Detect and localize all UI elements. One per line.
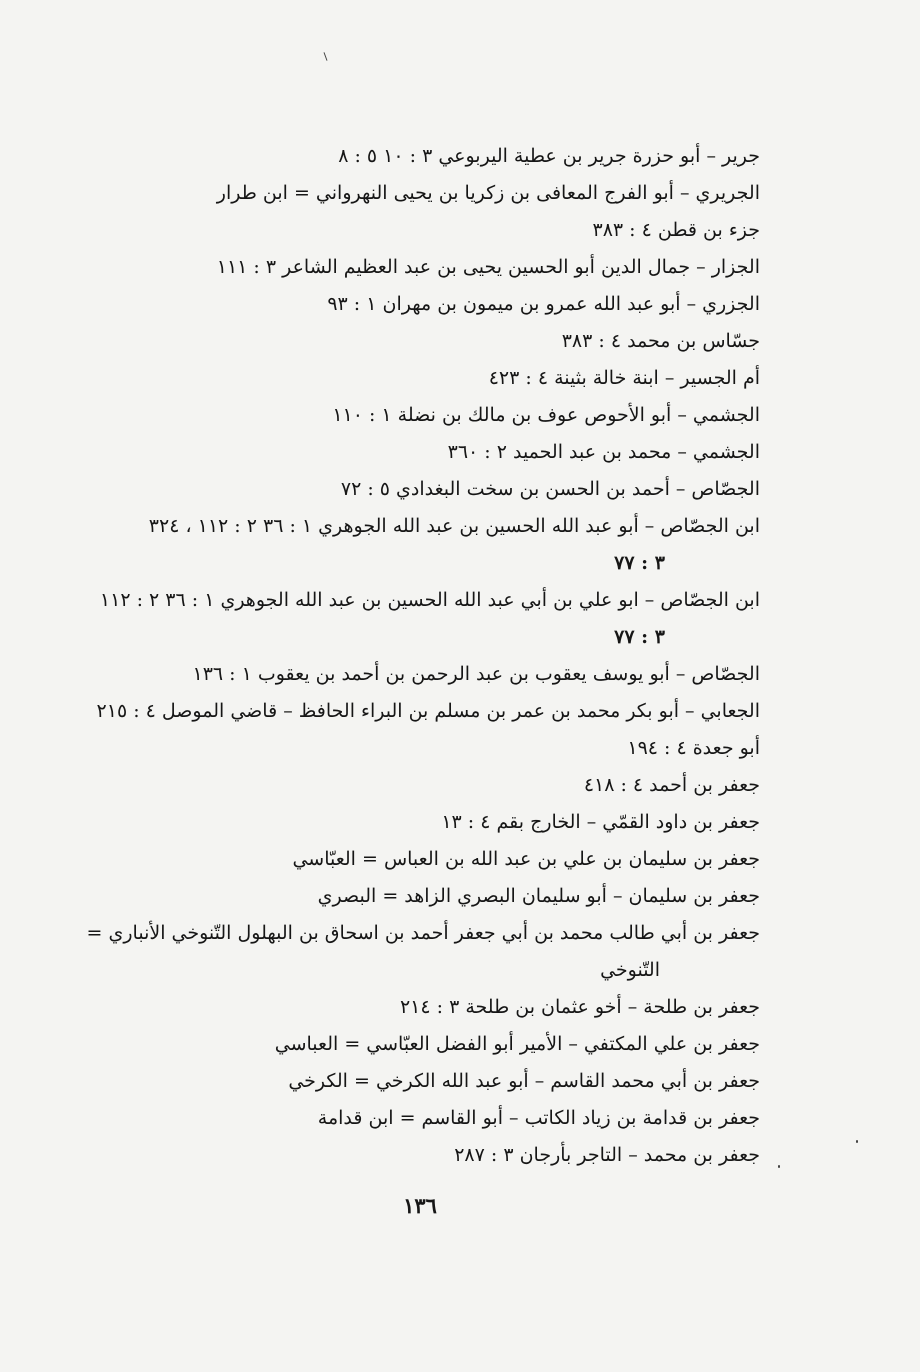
index-entry: الجريري – أبو الفرج المعافى بن زكريا بن يحيى النهرواني = ابن طرار: [216, 182, 760, 204]
index-entry: جعفر بن محمد – التاجر بأرجان ٣ : ٢٨٧: [454, 1144, 760, 1166]
index-entry: الجزار – جمال الدين أبو الحسين يحيى بن عبد العظيم الشاعر ٣ : ١١١: [216, 256, 760, 278]
index-entry: الجزري – أبو عبد الله عمرو بن ميمون بن مهران ١ : ٩٣: [327, 293, 760, 315]
index-entry: جعفر بن داود القمّي – الخارج بقم ٤ : ١٣: [441, 811, 760, 833]
scan-speck: [323, 52, 327, 61]
index-entry: جسّاس بن محمد ٤ : ٣٨٣: [561, 330, 760, 352]
index-entry: الجصّاص – أبو يوسف يعقوب بن عبد الرحمن بن أحمد بن يعقوب ١ : ١٣٦: [192, 663, 760, 685]
index-entry: أم الجسير – ابنة خالة بثينة ٤ : ٤٢٣: [488, 367, 760, 389]
index-entry-continuation: ٣ : ٧٧: [614, 552, 665, 574]
index-entry-continuation: التّنوخي: [600, 959, 660, 981]
index-entry: جعفر بن سليمان بن علي بن عبد الله بن العباس = العبّاسي: [292, 848, 760, 870]
index-entry: جعفر بن علي المكتفي – الأمير أبو الفضل العبّاسي = العباسي: [274, 1033, 760, 1055]
index-entry: ابن الجصّاص – ابو علي بن أبي عبد الله الحسين بن عبد الله الجوهري ١ : ٣٦ ٢ : ١١٢: [99, 589, 760, 611]
index-entry: الجشمي – أبو الأحوص عوف بن مالك بن نضلة ١ : ١١٠: [332, 404, 760, 426]
index-entry: جعفر بن أبي محمد القاسم – أبو عبد الله الكرخي = الكرخي: [288, 1070, 760, 1092]
index-entry: جعفر بن طلحة – أخو عثمان بن طلحة ٣ : ٢١٤: [399, 996, 760, 1018]
scan-speck: [778, 1165, 780, 1168]
index-entry: ابن الجصّاص – أبو عبد الله الحسين بن عبد الله الجوهري ١ : ٣٦ ٢ : ١١٢ ، ٣٢٤: [148, 515, 760, 537]
index-entry: الجشمي – محمد بن عبد الحميد ٢ : ٣٦٠: [447, 441, 760, 463]
index-entry: جعفر بن أبي طالب محمد بن أبي جعفر أحمد بن اسحاق بن البهلول التّنوخي الأنباري =: [86, 922, 760, 944]
index-entry: جعفر بن أحمد ٤ : ٤١٨: [583, 774, 760, 796]
page-number: ١٣٦: [403, 1193, 437, 1218]
index-entries: [60, 138, 760, 1174]
index-entry: جرير – أبو حزرة جرير بن عطية اليربوعي ٣ : ١٠ ٥ : ٨: [338, 145, 760, 167]
index-entry: الجعابي – أبو بكر محمد بن عمر بن مسلم بن البراء الحافظ – قاضي الموصل ٤ : ٢١٥: [96, 700, 760, 722]
index-entry-continuation: ٣ : ٧٧: [614, 626, 665, 648]
index-entry: جعفر بن سليمان – أبو سليمان البصري الزاهد = البصري: [317, 885, 760, 907]
scan-speck: [856, 1140, 858, 1143]
index-entry: أبو جعدة ٤ : ١٩٤: [627, 737, 760, 759]
index-entry: جزء بن قطن ٤ : ٣٨٣: [592, 219, 760, 241]
index-entry: جعفر بن قدامة بن زياد الكاتب – أبو القاسم = ابن قدامة: [317, 1107, 760, 1129]
index-entry: الجصّاص – أحمد بن الحسن بن سخت البغدادي ٥ : ٧٢: [340, 478, 760, 500]
